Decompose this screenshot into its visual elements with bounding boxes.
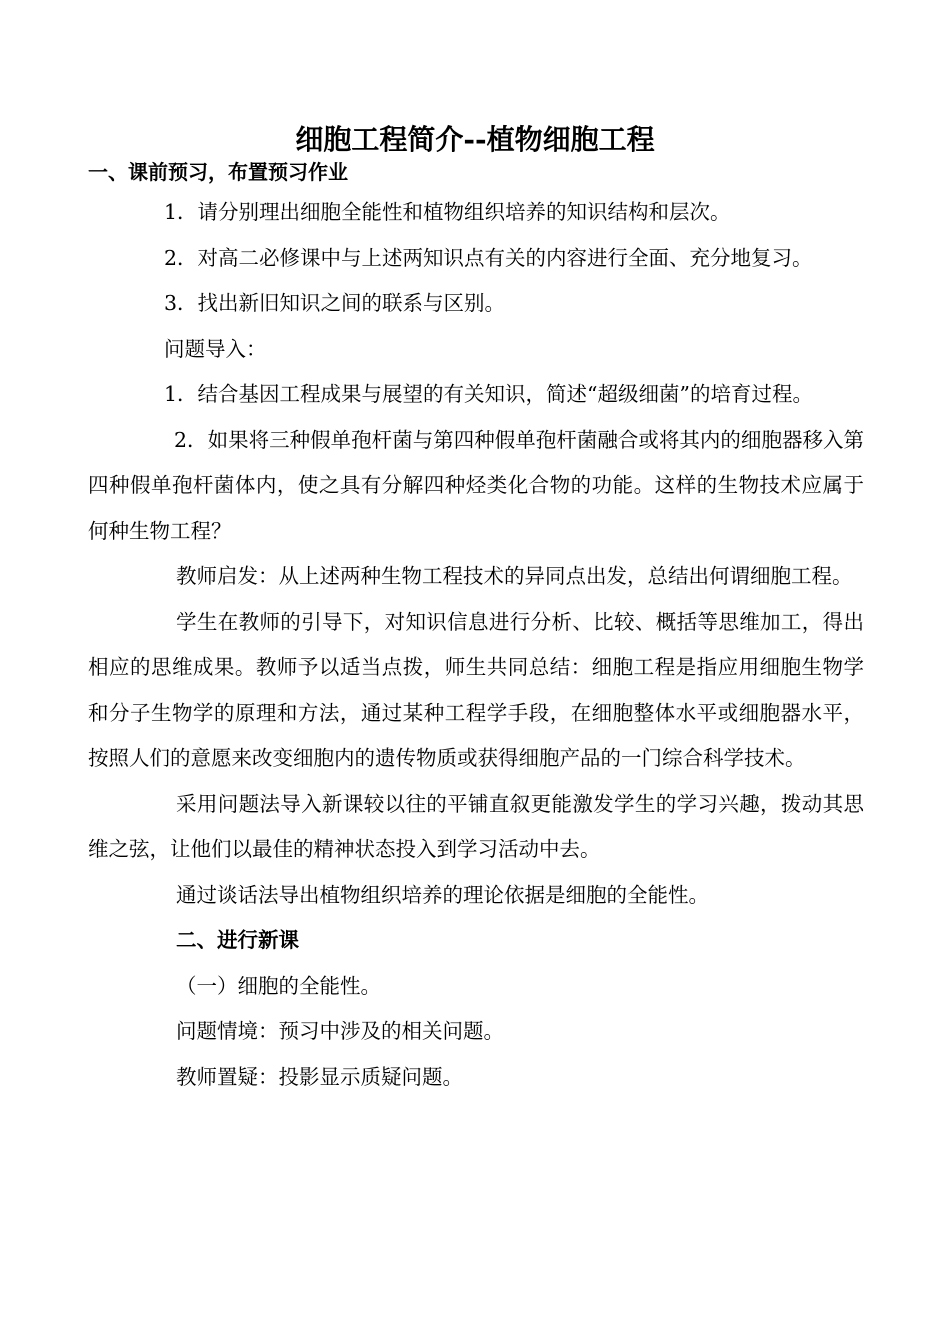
section-heading-new-lesson: 二、进行新课 [176,928,299,952]
paragraph-prep-2: 2．对高二必修课中与上述两知识点有关的内容进行全面、充分地复习。 [164,245,813,270]
document-body [88,190,864,1100]
paragraph-prep-3: 3．找出新旧知识之间的联系与区别。 [164,291,506,315]
paragraph-cell-totipotency: （一）细胞的全能性。 [176,973,381,998]
document-title: 细胞工程简介--植物细胞工程 [295,123,655,156]
section-heading-preview: 一、课前预习，布置预习作业 [88,160,348,184]
paragraph-teacher-question: 教师置疑：投影显示质疑问题。 [176,1064,463,1089]
paragraph-method-note: 采用问题法导入新课较以往的平铺直叙更能激发学生的学习兴趣，拨动其思维之弦，让他们以最佳的精神状态投入到学习活动中去。 [88,791,864,861]
paragraph-student-summary: 学生在教师的引导下，对知识信息进行分析、比较、概括等思维加工，得出相应的思维成果。教师予以适当点拨，师生共同总结：细胞工程是指应用细胞生物学和分子生物学的原理和方法，通过某种工程学手段，在细胞整体水平或细胞器水平，按照人们的意愿来改变细胞内的遗传物质或获得细胞产品的一门综合科学技术。 [88,609,864,770]
paragraph-prep-1: 1．请分别理出细胞全能性和植物组织培养的知识结构和层次。 [164,200,731,224]
paragraph-question-2: 2．如果将三种假单孢杆菌与第四种假单孢杆菌融合或将其内的细胞器移入第四种假单孢杆菌体内，使之具有分解四种烃类化合物的功能。这样的生物技术应属于何种生物工程？ [88,427,864,543]
paragraph-teacher-hint: 教师启发：从上述两种生物工程技术的异同点出发，总结出何谓细胞工程。 [176,564,853,588]
paragraph-talk-method: 通过谈话法导出植物组织培养的理论依据是细胞的全能性。 [176,882,709,907]
paragraph-problem-situation: 问题情境：预习中涉及的相关问题。 [176,1019,504,1043]
paragraph-question-1: 1．结合基因工程成果与展望的有关知识，简述“超级细菌”的培育过程。 [164,382,814,406]
paragraph-question-intro: 问题导入： [164,336,267,361]
